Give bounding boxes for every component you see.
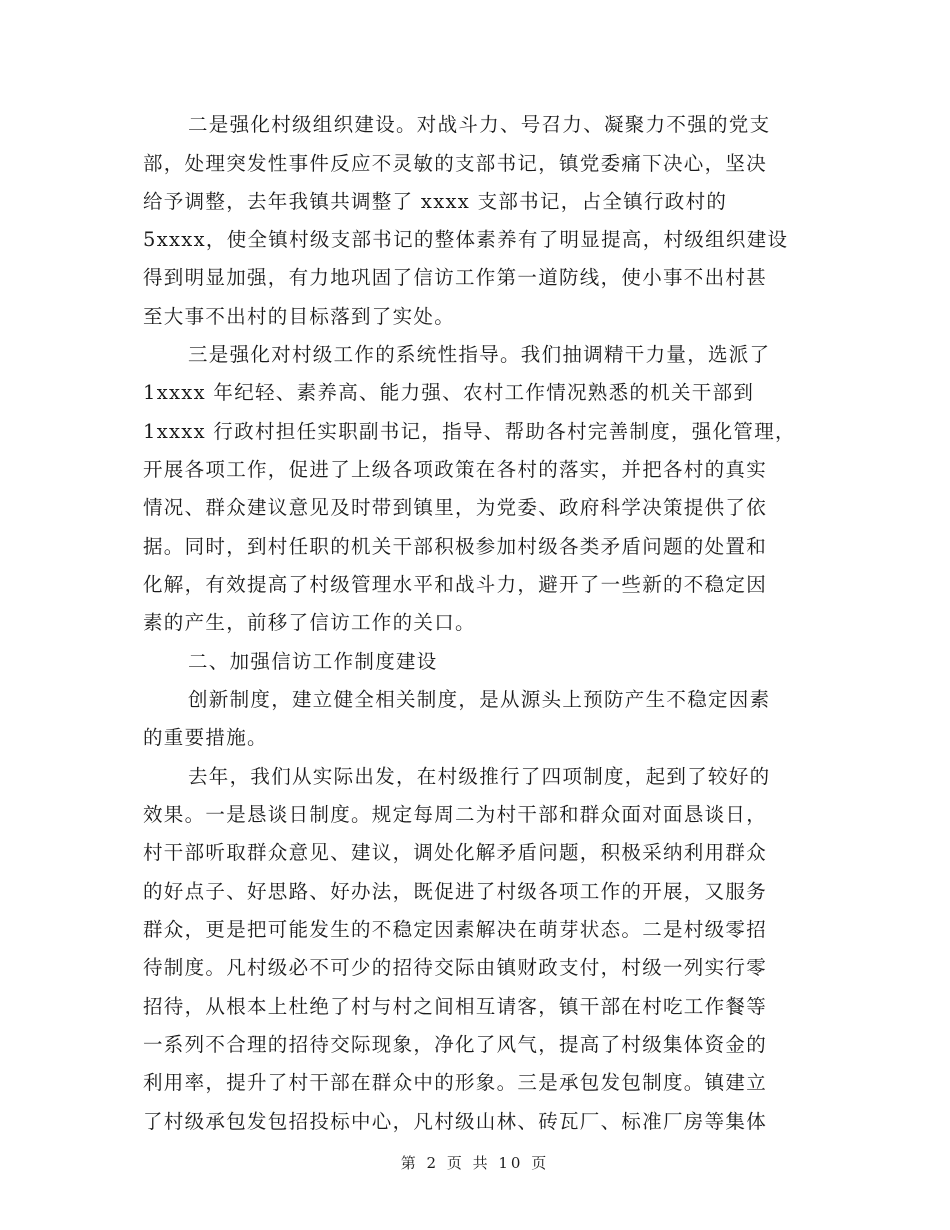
text-line: 利用率，提升了村干部在群众中的形象。三是承包发包制度。镇建立 [143,1071,768,1094]
text-line: 化解，有效提高了村级管理水平和战斗力，避开了一些新的不稳定因 [143,573,768,596]
section-heading: 二、加强信访工作制度建设 [188,650,438,673]
text-line: 待制度。凡村级必不可少的招待交际由镇财政支付，村级一列实行零 [143,956,768,979]
text-line: 村干部听取群众意见、建议，调处化解矛盾问题，积极采纳利用群众 [143,841,768,864]
text-line: 5xxxx，使全镇村级支部书记的整体素养有了明显提高，村级组织建设 [143,228,789,251]
text-line: 情况、群众建议意见及时带到镇里，为党委、政府科学决策提供了依 [143,496,768,519]
text-line: 效果。一是恳谈日制度。规定每周二为村干部和群众面对面恳谈日， [143,803,768,826]
text-line: 据。同时，到村任职的机关干部积极参加村级各类矛盾问题的处置和 [143,535,768,558]
text-line: 开展各项工作，促进了上级各项政策在各村的落实，并把各村的真实 [143,458,768,481]
text-line: 二是强化村级组织建设。对战斗力、号召力、凝聚力不强的党支 [188,113,771,136]
text-line: 1xxxx 年纪轻、素养高、能力强、农村工作情况熟悉的机关干部到 [143,381,755,404]
text-line: 招待，从根本上杜绝了村与村之间相互请客，镇干部在村吃工作餐等 [143,995,768,1018]
page-number-footer: 第 2 页 共 10 页 [400,1154,550,1172]
text-line: 给予调整，去年我镇共调整了 xxxx 支部书记，占全镇行政村的 [143,190,728,213]
text-line: 三是强化对村级工作的系统性指导。我们抽调精干力量，选派了 [188,343,771,366]
text-line: 得到明显加强，有力地巩固了信访工作第一道防线，使小事不出村甚 [143,266,768,289]
text-line: 创新制度，建立健全相关制度，是从源头上预防产生不稳定因素 [188,688,771,711]
text-line: 一系列不合理的招待交际现象，净化了风气，提高了村级集体资金的 [143,1033,768,1056]
text-line: 去年，我们从实际出发，在村级推行了四项制度，起到了较好的 [188,765,771,788]
text-line: 1xxxx 行政村担任实职副书记，指导、帮助各村完善制度，强化管理， [143,420,796,443]
text-line: 群众，更是把可能发生的不稳定因素解决在萌芽状态。二是村级零招 [143,918,768,941]
text-line: 了村级承包发包招投标中心，凡村级山林、砖瓦厂、标准厂房等集体 [143,1110,768,1133]
text-line: 的重要措施。 [143,726,268,749]
text-line: 至大事不出村的目标落到了实处。 [143,305,456,328]
text-line: 素的产生，前移了信访工作的关口。 [143,611,476,634]
text-line: 的好点子、好思路、好办法，既促进了村级各项工作的开展，又服务 [143,880,768,903]
text-line: 部，处理突发性事件反应不灵敏的支部书记，镇党委痛下决心，坚决 [143,152,768,175]
